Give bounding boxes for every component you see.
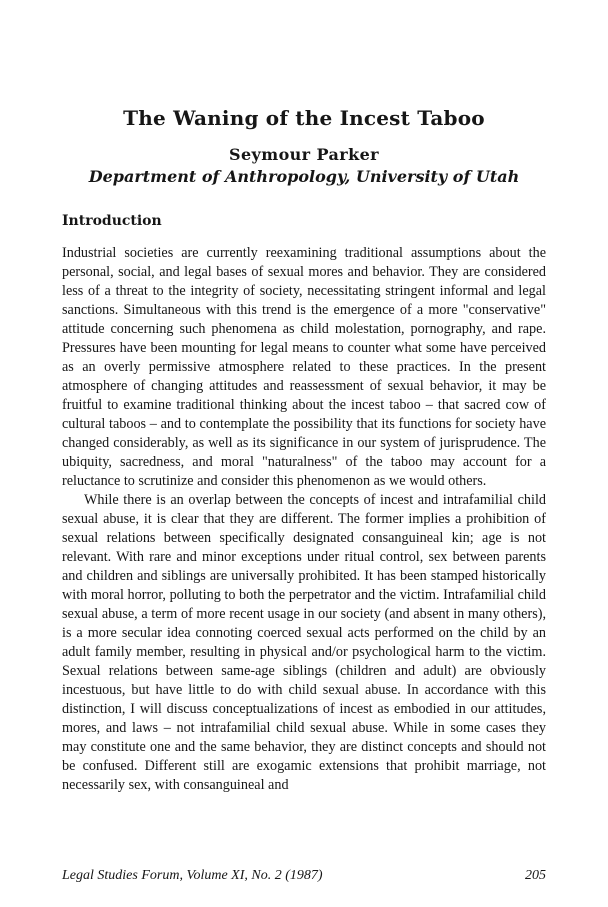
paragraph: Industrial societies are currently reexamining traditional assumptions about the personal, social, and legal bases of sexual mores and behavior. They are considered less of a threat to the integrity of society, necessitating stringent informal and legal sanctions. Simultaneous with this trend is the emergence of a more "conservative" attitude concerning such phenomena as child molestation, pornography, and rape. Pressures have been mounting for legal means to counter what some have perceived as an overly permissive atmosphere related to these practices. In the present atmosphere of changing attitudes and reassessment of sexual behavior, it may be fruitful to examine traditional thinking about the incest taboo – that sacred cow of cultural taboos – and to contemplate the possibility that its functions for society have changed considerably, as well as its significance in our system of jurisprudence. The ubiquity, sacredness, and moral "naturalness" of the taboo may account for a reluctance to scrutinize and consider this phenomenon as we would others.	[62, 245, 546, 489]
author-affiliation: Department of Anthropology, University of Utah	[88, 167, 520, 186]
paragraph: While there is an overlap between the concepts of incest and intrafamilial child sexual abuse, it is clear that they are different. The former implies a prohibition of sexual relations between specifically designated consanguineal kin; age is not relevant. With rare and minor exceptions under ritual control, sex between parents and children and siblings are universally prohibited. It has been stamped historically with moral horror, polluting to both the perpetrator and the victim. Intrafamilial child sexual abuse, a term of more recent usage in our society (and absent in many others), is a more secular idea connoting coerced sexual acts performed on the child by an adult family member, resulting in physical and/or psychological harm to the victim. Sexual relations between same-age siblings (children and adult) are obviously incestuous, but have little to do with child sexual abuse. In accordance with this distinction, I will discuss conceptualizations of incest as embodied in our attitudes, mores, and laws – not intrafamilial child sexual abuse. While in some cases they may constitute one and the same behavior, they are distinct concepts and should not be confused. Different still are exogamic extensions that prohibit marriage, not necessarily sex, with consanguineal and	[62, 492, 546, 793]
body-text	[62, 244, 546, 795]
journal-citation: Legal Studies Forum, Volume XI, No. 2 (1987)	[62, 868, 323, 883]
section-heading: Introduction	[62, 213, 162, 229]
author-name: Seymour Parker	[229, 145, 379, 164]
paper-title: The Waning of the Incest Taboo	[123, 106, 485, 130]
page-number: 205	[525, 868, 546, 883]
